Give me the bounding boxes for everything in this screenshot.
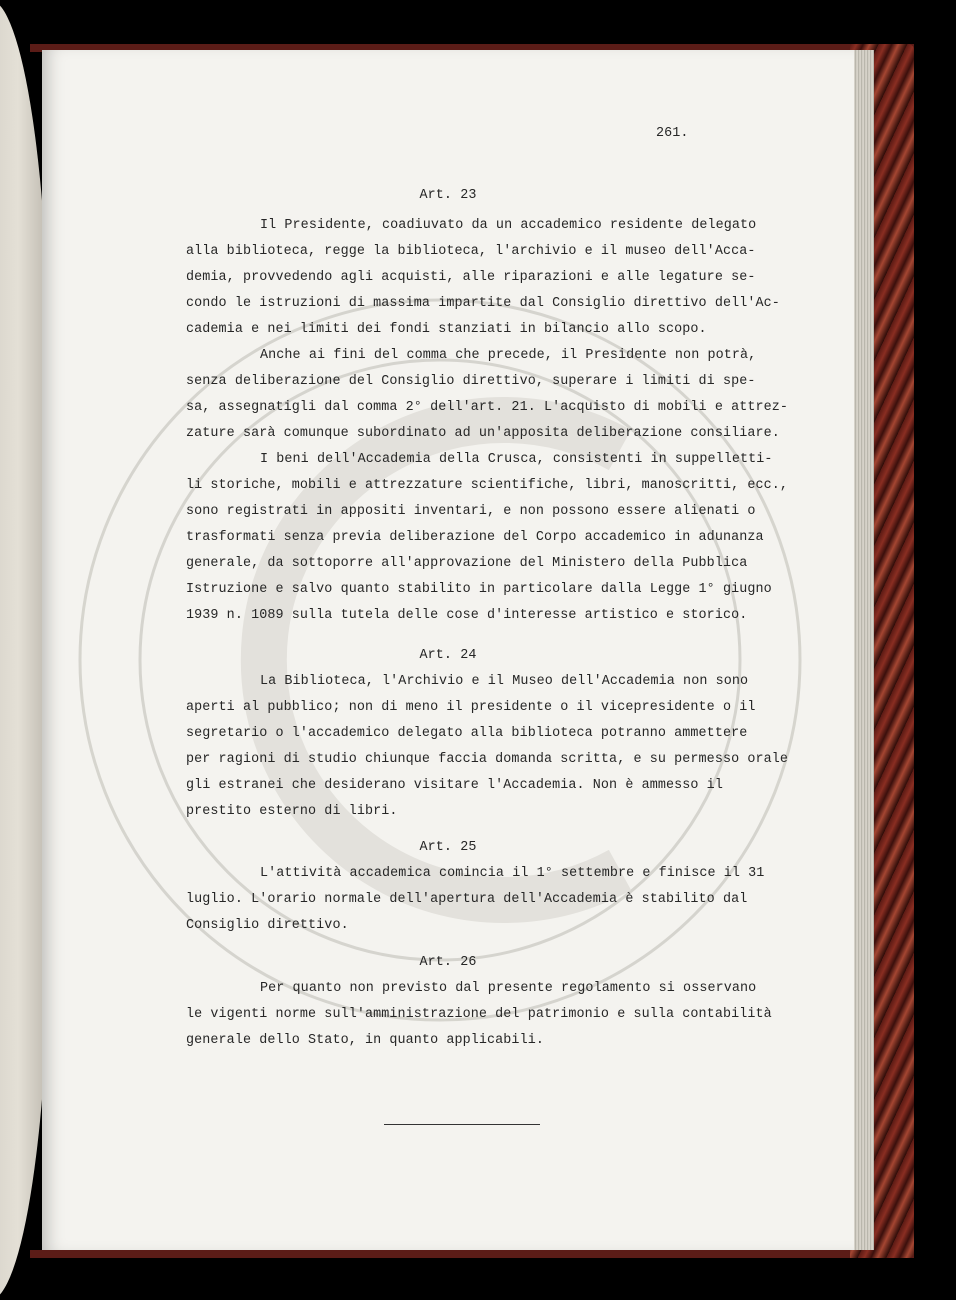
text-line: demia, provvedendo agli acquisti, alle riparazioni e alle legature se- (186, 270, 756, 285)
text-line: Per quanto non previsto dal presente regolamento si osservano (260, 981, 757, 996)
page-number: 261. (656, 126, 689, 141)
text-line: condo le istruzioni di massima impartite dal Consiglio direttivo dell'Ac- (186, 296, 780, 311)
text-line: generale dello Stato, in quanto applicabili. (186, 1033, 544, 1048)
text-line: senza deliberazione del Consiglio direttivo, superare i limiti di spe- (186, 374, 756, 389)
article-heading: Art. 26 (419, 955, 477, 970)
text-line: li storiche, mobili e attrezzature scientifiche, libri, manoscritti, ecc., (186, 478, 789, 493)
book-cover-bottom (30, 1250, 914, 1258)
text-line: Il Presidente, coadiuvato da un accademico residente delegato (260, 218, 757, 233)
article-heading: Art. 24 (419, 648, 477, 663)
text-line: cademia e nei limiti dei fondi stanziati in bilancio allo scopo. (186, 322, 707, 337)
text-line: aperti al pubblico; non di meno il presidente o il vicepresidente o il (186, 700, 756, 715)
text-line: Consiglio direttivo. (186, 918, 349, 933)
text-line: Anche ai fini del comma che precede, il Presidente non potrà, (260, 348, 757, 363)
closing-rule (384, 1124, 540, 1125)
text-line: I beni dell'Accademia della Crusca, consistenti in suppelletti- (260, 452, 773, 467)
page-edges (852, 50, 874, 1250)
text-line: generale, da sottoporre all'approvazione del Ministero della Pubblica (186, 556, 748, 571)
text-line: prestito esterno di libri. (186, 804, 398, 819)
article-heading: Art. 23 (419, 188, 477, 203)
text-line: le vigenti norme sull'amministrazione del patrimonio e sulla contabilità (186, 1007, 772, 1022)
text-line: luglio. L'orario normale dell'apertura dell'Accademia è stabilito dal (186, 892, 748, 907)
text-line: 1939 n. 1089 sulla tutela delle cose d'interesse artistico e storico. (186, 608, 748, 623)
text-line: per ragioni di studio chiunque faccia domanda scritta, e su permesso orale (186, 752, 789, 767)
text-line: segretario o l'accademico delegato alla biblioteca potranno ammettere (186, 726, 748, 741)
text-line: alla biblioteca, regge la biblioteca, l'archivio e il museo dell'Acca- (186, 244, 756, 259)
text-line: zature sarà comunque subordinato ad un'apposita deliberazione consiliare. (186, 426, 780, 441)
text-line: L'attività accademica comincia il 1° settembre e finisce il 31 (260, 866, 765, 881)
text-line: sono registrati in appositi inventari, e non possono essere alienati o (186, 504, 756, 519)
text-line: gli estranei che desiderano visitare l'Accademia. Non è ammesso il (186, 778, 723, 793)
article-heading: Art. 25 (419, 840, 477, 855)
text-line: trasformati senza previa deliberazione del Corpo accademico in adunanza (186, 530, 764, 545)
text-line: sa, assegnatigli dal comma 2° dell'art. 21. L'acquisto di mobili e attrez- (186, 400, 789, 415)
text-line: Istruzione e salvo quanto stabilito in particolare dalla Legge 1° giugno (186, 582, 772, 597)
text-line: La Biblioteca, l'Archivio e il Museo dell'Accademia non sono (260, 674, 749, 689)
